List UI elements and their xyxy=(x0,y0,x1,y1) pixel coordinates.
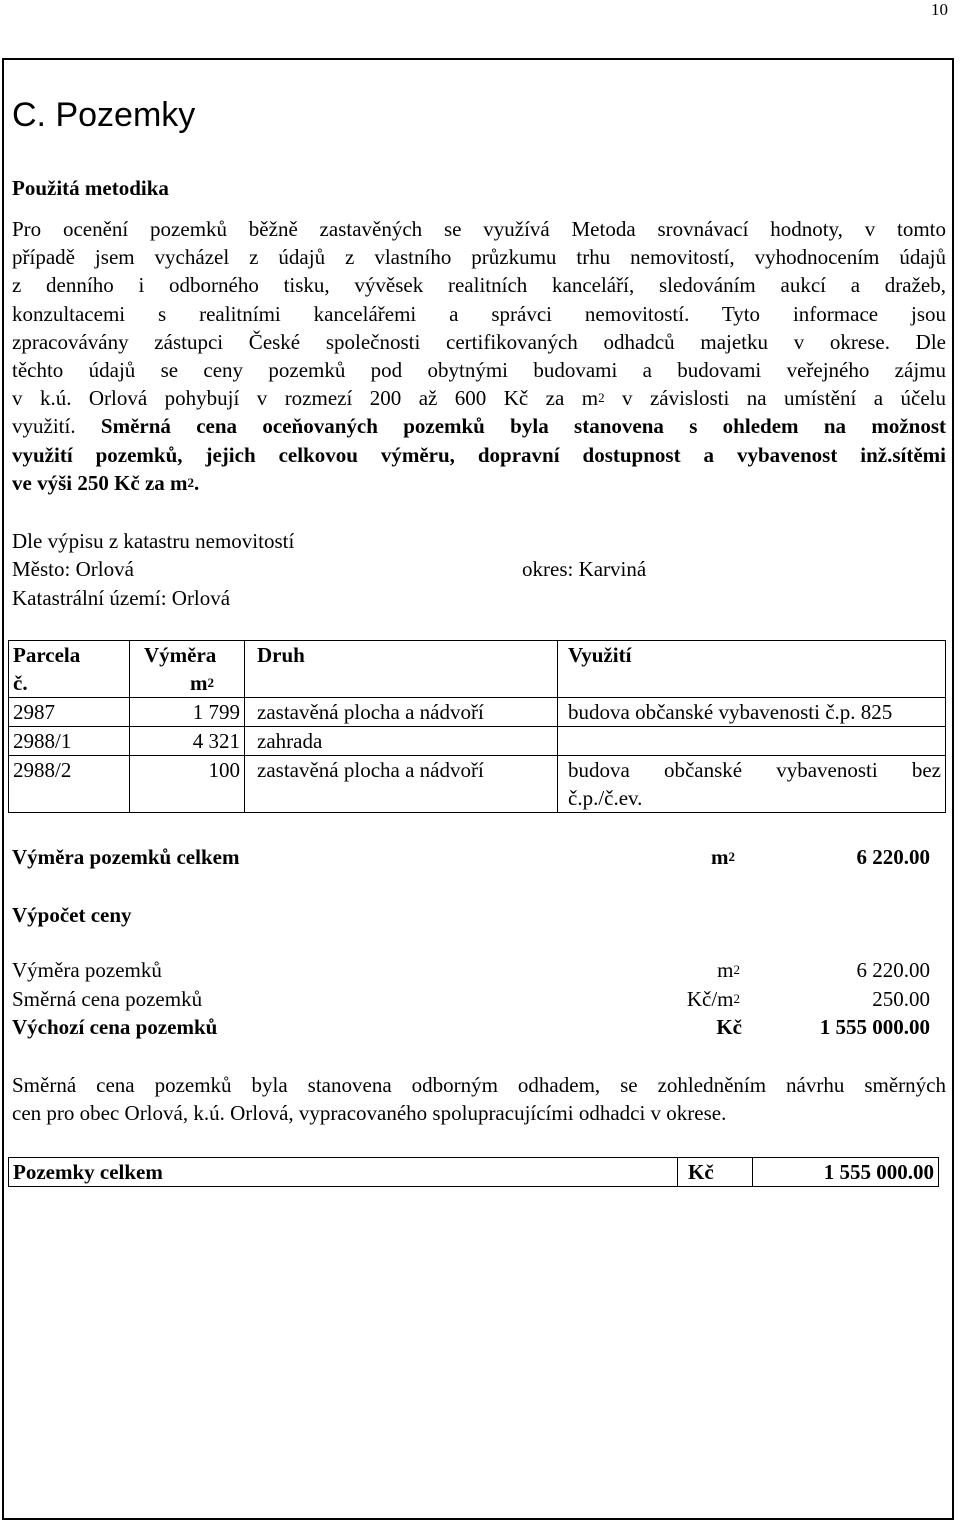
cell-type: zahrada xyxy=(245,727,558,756)
calc-value: 6 220.00 xyxy=(856,958,930,982)
grand-total-row xyxy=(9,1158,939,1187)
table-header-row xyxy=(9,641,946,698)
page-number: 10 xyxy=(931,0,948,19)
calc-value: 1 555 000.00 xyxy=(819,1015,930,1039)
cell-parcel: 2988/1 xyxy=(9,727,130,756)
cell-type: zastavěná plocha a nádvoří xyxy=(245,698,558,727)
calculation-heading: Výpočet ceny xyxy=(12,903,132,927)
note-paragraph xyxy=(12,1071,946,1127)
territory-label: Katastrální území: Orlová xyxy=(12,586,231,610)
method-line: využití pozemků, jejich celkovou výměru, dopravní dostupnost a vybavenost inž.sítěmi xyxy=(12,442,946,467)
method-line: využití. Směrná cena oceňovaných pozemků byla stanovena s ohledem na možnost xyxy=(12,414,946,439)
method-heading: Použitá metodika xyxy=(12,176,169,200)
cadastre-heading: Dle výpisu z katastru nemovitostí xyxy=(12,529,295,553)
calc-unit: Kč xyxy=(716,1015,742,1039)
table-row xyxy=(9,698,946,727)
grand-total-unit: Kč xyxy=(678,1158,753,1187)
method-line: v k.ú. Orlová pohybují v rozmezí 200 až 600 Kč za $m^2$ v závislosti na umístění a účelu xyxy=(12,386,946,411)
header-type: Druh xyxy=(245,641,558,698)
table-row xyxy=(9,727,946,756)
cell-use: budova občanské vybavenosti bez č.p./č.ev. xyxy=(558,756,946,813)
area-total-value: 6 220.00 xyxy=(856,845,930,869)
calc-value: 250.00 xyxy=(872,987,930,1011)
district-label: okres: Karviná xyxy=(522,557,647,581)
method-paragraph xyxy=(12,215,946,497)
area-total-label: Výměra pozemků celkem xyxy=(12,845,240,869)
grand-total-value: 1 555 000.00 xyxy=(753,1158,939,1187)
grand-total-label: Pozemky celkem xyxy=(9,1158,678,1187)
cell-type: zastavěná plocha a nádvoří xyxy=(245,756,558,813)
method-line: případě jsem vycházel z údajů z vlastního průzkumu trhu nemovitostí, vyhodnocením údajů xyxy=(12,245,946,270)
header-area: Výměra $m^2$ xyxy=(130,641,245,698)
area-total-unit: $m^2$ xyxy=(711,845,735,869)
calc-unit: $m^2$ xyxy=(717,958,740,982)
method-line: zpracovávány zástupci České společnosti certifikovaných odhadců majetku v okrese. Dle xyxy=(12,329,946,354)
calc-unit: $Kč/m^2$ xyxy=(686,987,740,1011)
parcel-table xyxy=(8,640,946,813)
city-label: Město: Orlová xyxy=(12,557,134,581)
cell-use: budova občanské vybavenosti č.p. 825 xyxy=(558,698,946,727)
method-line: ve výši 250 Kč za $m^2$. xyxy=(12,470,200,495)
method-line: Pro ocenění pozemků běžně zastavěných se využívá Metoda srovnávací hodnoty, v tomto xyxy=(12,217,946,241)
method-line: těchto údajů se ceny pozemků pod obytnými budovami a budovami veřejného zájmu xyxy=(12,357,946,382)
calc-label: Výchozí cena pozemků xyxy=(12,1015,218,1039)
header-parcel: Parcela č. xyxy=(9,641,130,698)
calc-label: Směrná cena pozemků xyxy=(12,987,203,1011)
calc-label: Výměra pozemků xyxy=(12,958,162,982)
cell-parcel: 2988/2 xyxy=(9,756,130,813)
section-title: C. Pozemky xyxy=(12,96,196,134)
method-line: z denního i odborného tisku, vývěsek realitních kanceláří, sledováním aukcí a dražeb, xyxy=(12,273,946,298)
cell-parcel: 2987 xyxy=(9,698,130,727)
cell-area: 1 799 xyxy=(130,698,245,727)
note-line: Směrná cena pozemků byla stanovena odborným odhadem, se zohledněním návrhu směrných xyxy=(12,1073,946,1097)
grand-total-table xyxy=(8,1157,939,1187)
cell-area: 4 321 xyxy=(130,727,245,756)
method-line: konzultacemi s realitními kancelářemi a správci nemovitostí. Tyto informace jsou xyxy=(12,301,946,326)
table-row xyxy=(9,756,946,813)
note-line: cen pro obec Orlová, k.ú. Orlová, vypracovaného spolupracujícími odhadci v okrese. xyxy=(12,1101,727,1126)
header-use: Využití xyxy=(558,641,946,698)
cell-use xyxy=(558,727,946,756)
cell-area: 100 xyxy=(130,756,245,813)
